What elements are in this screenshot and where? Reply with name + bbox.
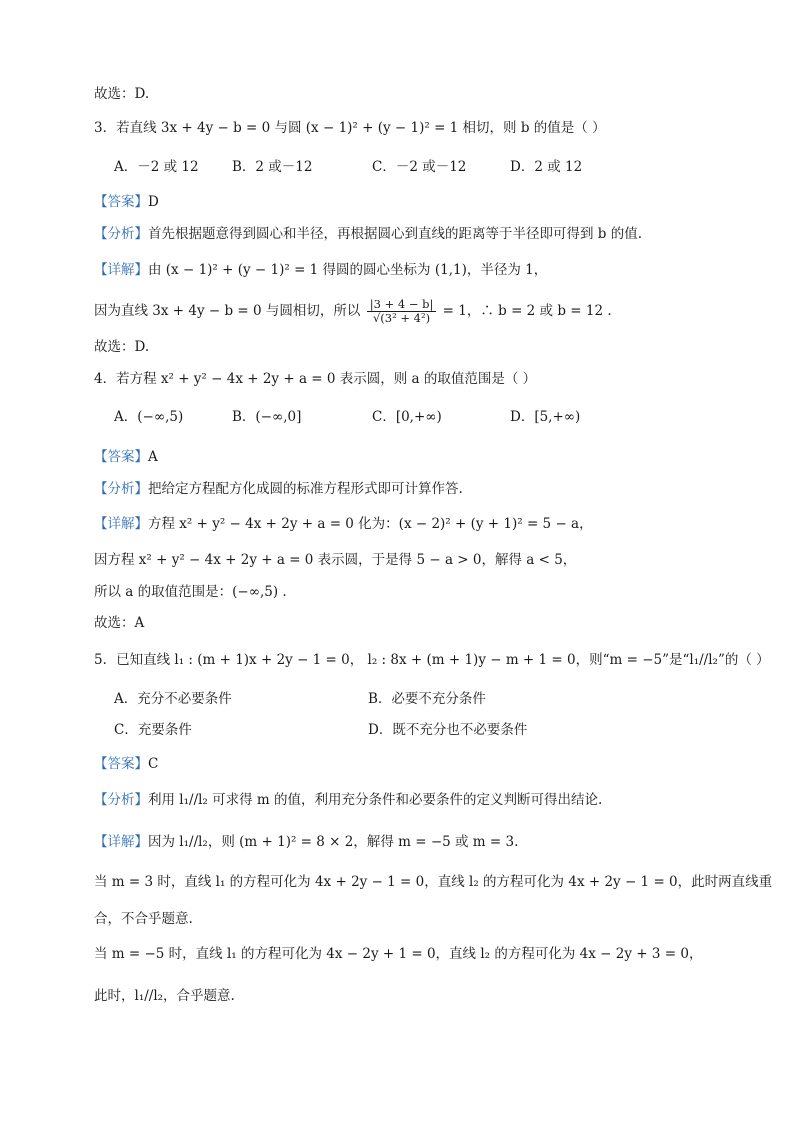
question-4-options <box>114 407 580 427</box>
detail-tag: 【详解】 <box>94 262 148 278</box>
detail-line-2 <box>94 296 612 326</box>
analysis-line <box>94 224 642 244</box>
option-d: D．既不充分也不必要条件 <box>368 722 528 738</box>
answer-line <box>94 754 158 774</box>
answer-tag: 【答案】 <box>94 756 148 772</box>
answer-tag: 【答案】 <box>94 449 148 465</box>
choice-line: 故选：D. <box>94 339 150 355</box>
option-a: A．－2 或 12 <box>114 159 199 175</box>
detail-line-3: 所以 a 的取值范围是：(−∞,5) . <box>94 584 287 600</box>
option-b: B．必要不充分条件 <box>368 691 486 707</box>
answer-line <box>94 447 158 467</box>
option-b: B．2 或－12 <box>232 159 313 175</box>
option-a: A．(−∞,5) <box>114 409 184 425</box>
detail-text: 方程 x² + y² − 4x + 2y + a = 0 化为：(x − 2)² + (y + 1)² = 5 − a， <box>148 516 593 532</box>
option-c: C．[0,+∞) <box>372 409 442 425</box>
fraction-denominator: √(3² + 4²) <box>372 311 431 325</box>
question-3: 3．若直线 3x + 4y − b = 0 与圆 (x − 1)² + (y − 1)² = 1 相切，则 b 的值是（ ） <box>94 120 606 136</box>
fraction-numerator: |3 + 4 − b| <box>367 298 437 312</box>
question-5-options-row-1 <box>114 689 486 709</box>
detail-text: 由 (x − 1)² + (y − 1)² = 1 得圆的圆心坐标为 (1,1)，半径为 1， <box>148 262 548 278</box>
question-4: 4．若方程 x² + y² − 4x + 2y + a = 0 表示圆，则 a 的取值范围是（ ） <box>94 371 537 387</box>
analysis-tag: 【分析】 <box>94 226 148 242</box>
detail-text-a: 因为直线 3x + 4y − b = 0 与圆相切，所以 <box>94 303 361 319</box>
choice-line: 故选：A <box>94 615 145 631</box>
analysis-text: 首先根据题意得到圆心和半径，再根据圆心到直线的距离等于半径即可得到 b 的值. <box>148 226 643 242</box>
answer-value: A <box>148 449 158 465</box>
option-a: A．充分不必要条件 <box>114 691 232 707</box>
detail-line <box>94 260 547 280</box>
answer-line <box>94 192 159 212</box>
detail-tag: 【详解】 <box>94 834 148 850</box>
question-5-options-row-2 <box>114 720 527 740</box>
detail-text-b: = 1，∴ b = 2 或 b = 12 . <box>442 303 612 319</box>
detail-text: 因为 l₁//l₂，则 (m + 1)² = 8 × 2，解得 m = −5 或 m = 3. <box>148 834 519 850</box>
analysis-line <box>94 479 463 499</box>
analysis-tag: 【分析】 <box>94 481 148 497</box>
option-c: C．充要条件 <box>114 722 192 738</box>
analysis-tag: 【分析】 <box>94 792 148 808</box>
detail-line-3: 合，不合乎题意. <box>94 911 193 927</box>
detail-line <box>94 514 593 534</box>
option-c: C．－2 或－12 <box>372 159 467 175</box>
detail-line-4: 当 m = −5 时，直线 l₁ 的方程可化为 4x − 2y + 1 = 0，直线 l₂ 的方程可化为 4x − 2y + 3 = 0， <box>94 946 703 962</box>
question-5: 5．已知直线 l₁ : (m + 1)x + 2y − 1 = 0， l₂ : 8x + (m + 1)y − m + 1 = 0，则“m = −5”是“l₁//l₂”的（ ） <box>94 652 770 668</box>
distance-fraction <box>367 298 437 325</box>
option-b: B．(−∞,0] <box>232 409 302 425</box>
detail-tag: 【详解】 <box>94 516 148 532</box>
answer-tag: 【答案】 <box>94 194 148 210</box>
analysis-text: 把给定方程配方化成圆的标准方程形式即可计算作答. <box>148 481 463 497</box>
analysis-text: 利用 l₁//l₂ 可求得 m 的值，利用充分条件和必要条件的定义判断可得出结论. <box>148 792 603 808</box>
answer-value: C <box>148 756 159 772</box>
question-3-options <box>114 157 582 177</box>
detail-line-5: 此时，l₁//l₂，合乎题意. <box>94 988 235 1004</box>
answer-value: D <box>148 194 159 210</box>
option-d: D．[5,+∞) <box>510 409 581 425</box>
choice-line: 故选：D. <box>94 86 150 102</box>
detail-line <box>94 832 518 852</box>
option-d: D．2 或 12 <box>510 159 583 175</box>
detail-line-2: 因方程 x² + y² − 4x + 2y + a = 0 表示圆，于是得 5 − a > 0，解得 a < 5， <box>94 552 577 568</box>
detail-line-2: 当 m = 3 时，直线 l₁ 的方程可化为 4x + 2y − 1 = 0，直线 l₂ 的方程可化为 4x + 2y − 1 = 0，此时两直线重 <box>94 874 773 890</box>
analysis-line <box>94 790 602 810</box>
